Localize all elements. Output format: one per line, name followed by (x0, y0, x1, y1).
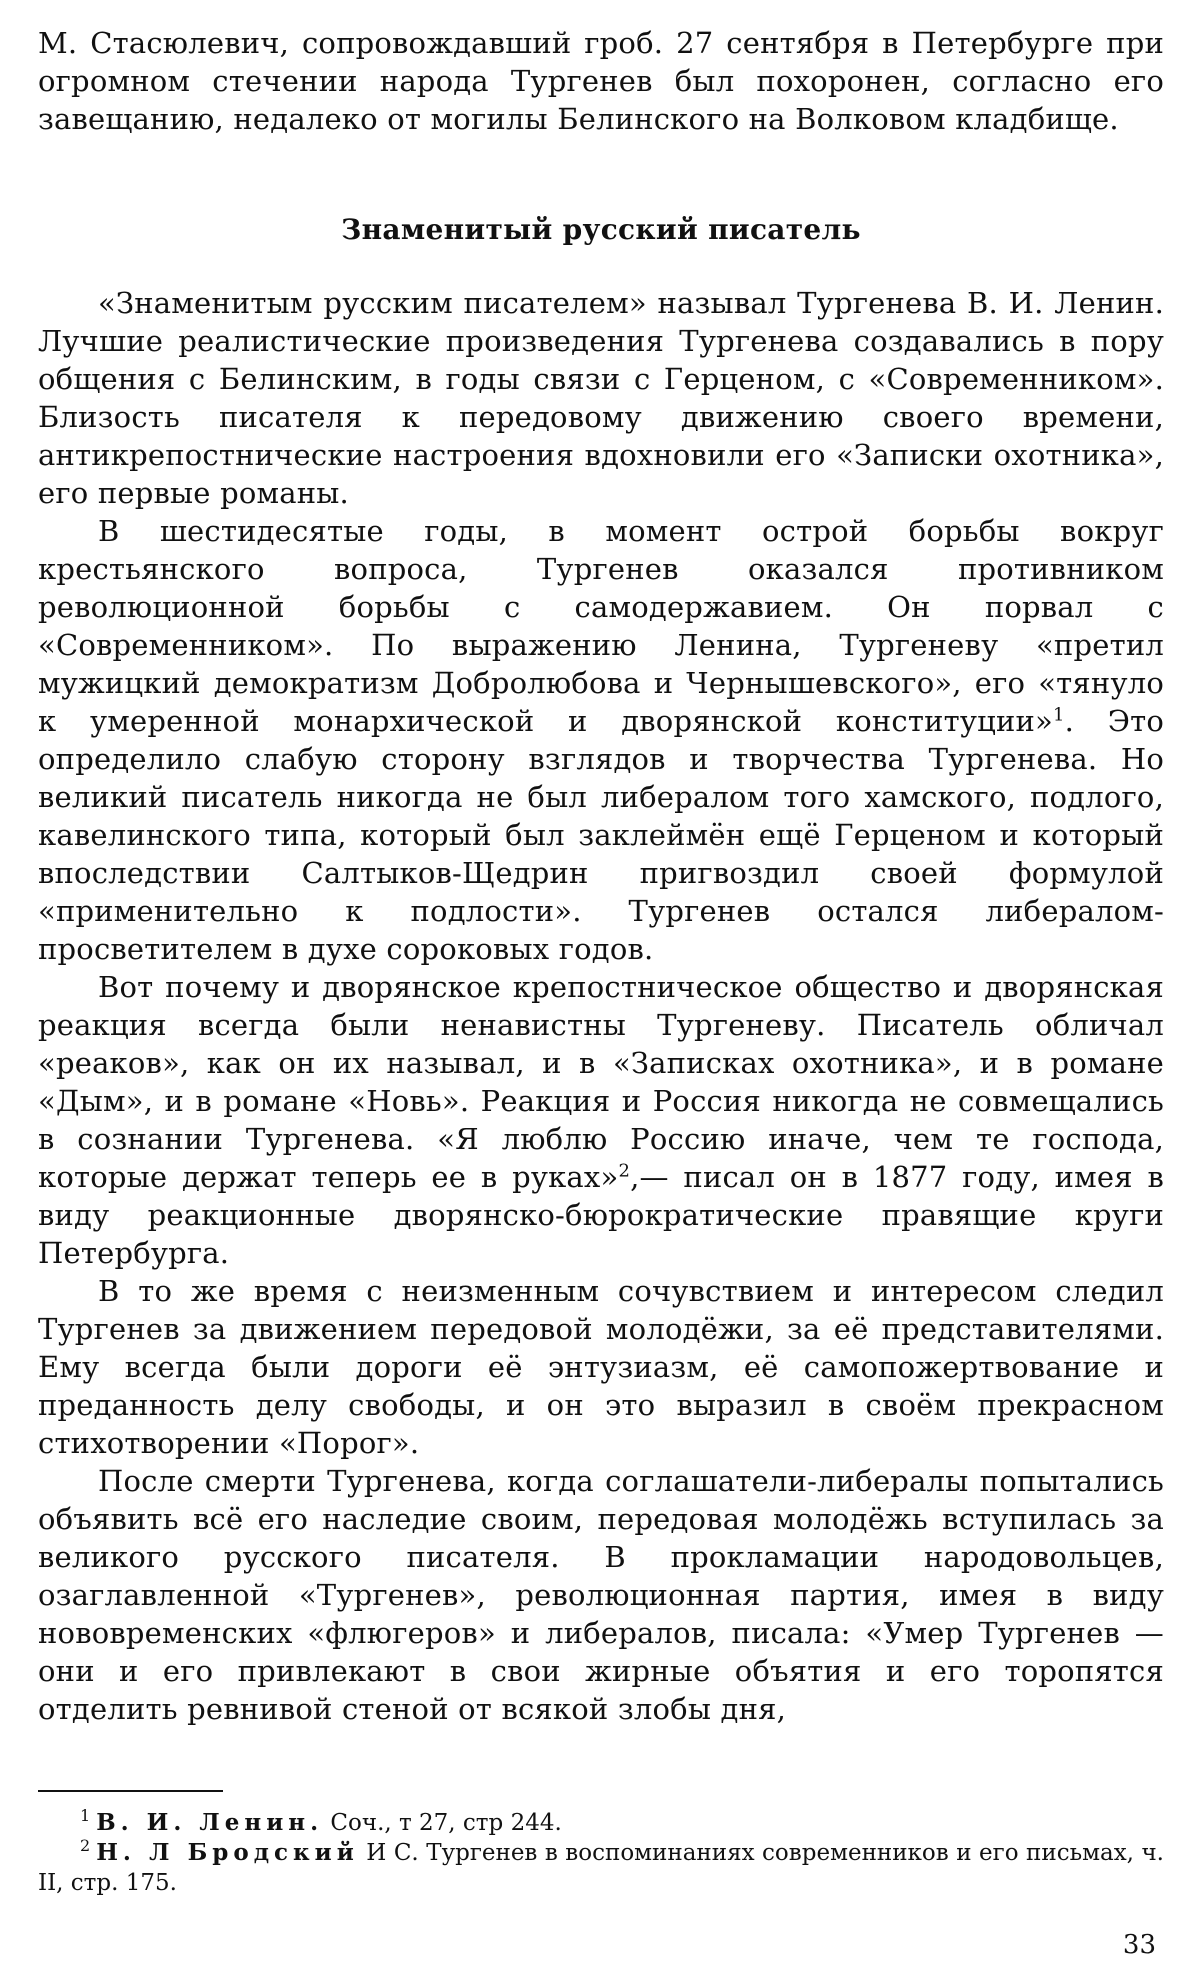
footnote-ref-2[interactable]: 2 (618, 1160, 631, 1182)
footnote-1 (38, 1808, 1164, 1838)
footnote-author: В. И. Ленин. (96, 1809, 324, 1836)
paragraph-sixties (38, 512, 1164, 968)
footnote-author: Н. Л Бродский (96, 1839, 359, 1866)
paragraph-reaction (38, 968, 1164, 1272)
paragraph-text: . Это определило слабую сторону взглядов и творчества Тургенева. Но великий писатель никогда не был либералом того хамского, подлого, кавелинского типа, который был заклеймён ещё Герценом и который впоследствии Салтыков-Щедрин пригвоздил своей формулой «применительно к подлости». Тургенев остался либералом-просветителем в духе сороковых годов. (38, 704, 1164, 966)
footnote-text: Соч., т 27, стр 244. (330, 1810, 562, 1836)
paragraph-lenin-quote: «Знаменитым русским писателем» называл Тургенева В. И. Ленин. Лучшие реалистические произведения Тургенева создавались в пору общения с Белинским, в годы связи с Герценом, с «Современником». Близость писателя к передовому движению своего времени, антикрепостнические настроения вдохновили его «Записки охотника», его первые романы. (38, 286, 1164, 510)
main-text (38, 24, 1164, 1728)
footnote-number: 1 (80, 1806, 91, 1826)
paragraph-after-death: После смерти Тургенева, когда соглашатели-либералы попытались объявить всё его наследие своим, передовая молодёжь вступилась за великого русского писателя. В прокламации народовольцев, озаглавленной «Тургенев», революционная партия, имея в виду нововременских «флюгеров» и либералов, писала: «Умер Тургенев — они и его привлекают в свои жирные объятия и его торопятся отделить ревнивой стеной от всякой злобы дня, (38, 1464, 1164, 1726)
book-page (38, 24, 1164, 1964)
footnote-divider (38, 1790, 223, 1792)
footnote-ref-1[interactable]: 1 (1052, 704, 1065, 726)
paragraph-text: ,— писал он в 1877 году, имея в виду реакционные дворянско-бюрократические правящие круги Петербурга. (38, 1160, 1164, 1270)
footnotes (38, 1808, 1164, 1898)
footnote-number: 2 (80, 1836, 91, 1856)
paragraph-youth: В то же время с неизменным сочувствием и интересом следил Тургенев за движением передовой молодёжи, за её представителями. Ему всегда были дороги её энтузиазм, её самопожертвование и преданность делу свободы, и он это выразил в своём прекрасном стихотворении «Порог». (38, 1274, 1164, 1460)
paragraph-text: В шестидесятые годы, в момент острой борьбы вокруг крестьянского вопроса, Тургенев оказался противником революционной борьбы с самодержавием. Он порвал с «Современником». По выражению Ленина, Тургеневу «претил мужицкий демократизм Добролюбова и Чернышевского», его «тянуло к умеренной монархической и дворянской конституции» (38, 514, 1164, 738)
page-number: 33 (1122, 1930, 1156, 1960)
section-title: Знаменитый русский писатель (341, 213, 861, 246)
paragraph-text: Вот почему и дворянское крепостническое общество и дворянская реакция всегда были ненавистны Тургеневу. Писатель обличал «реаков», как он их называл, и в «Записках охотника», и в романе «Дым», и в романе «Новь». Реакция и Россия никогда не совмещались в сознании Тургенева. «Я люблю Россию иначе, чем те господа, которые держат теперь ее в руках» (38, 970, 1164, 1194)
footnote-2 (38, 1838, 1164, 1898)
footnote-text: И С. Тургенев в воспоминаниях современников и его письмах, ч. II, стр. 175. (38, 1840, 1164, 1896)
opening-paragraph: М. Стасюлевич, сопровождавший гроб. 27 сентября в Петербурге при огромном стечении народа Тургенев был похоронен, согласно его завещанию, недалеко от могилы Белинского на Волковом кладбище. (38, 26, 1164, 136)
